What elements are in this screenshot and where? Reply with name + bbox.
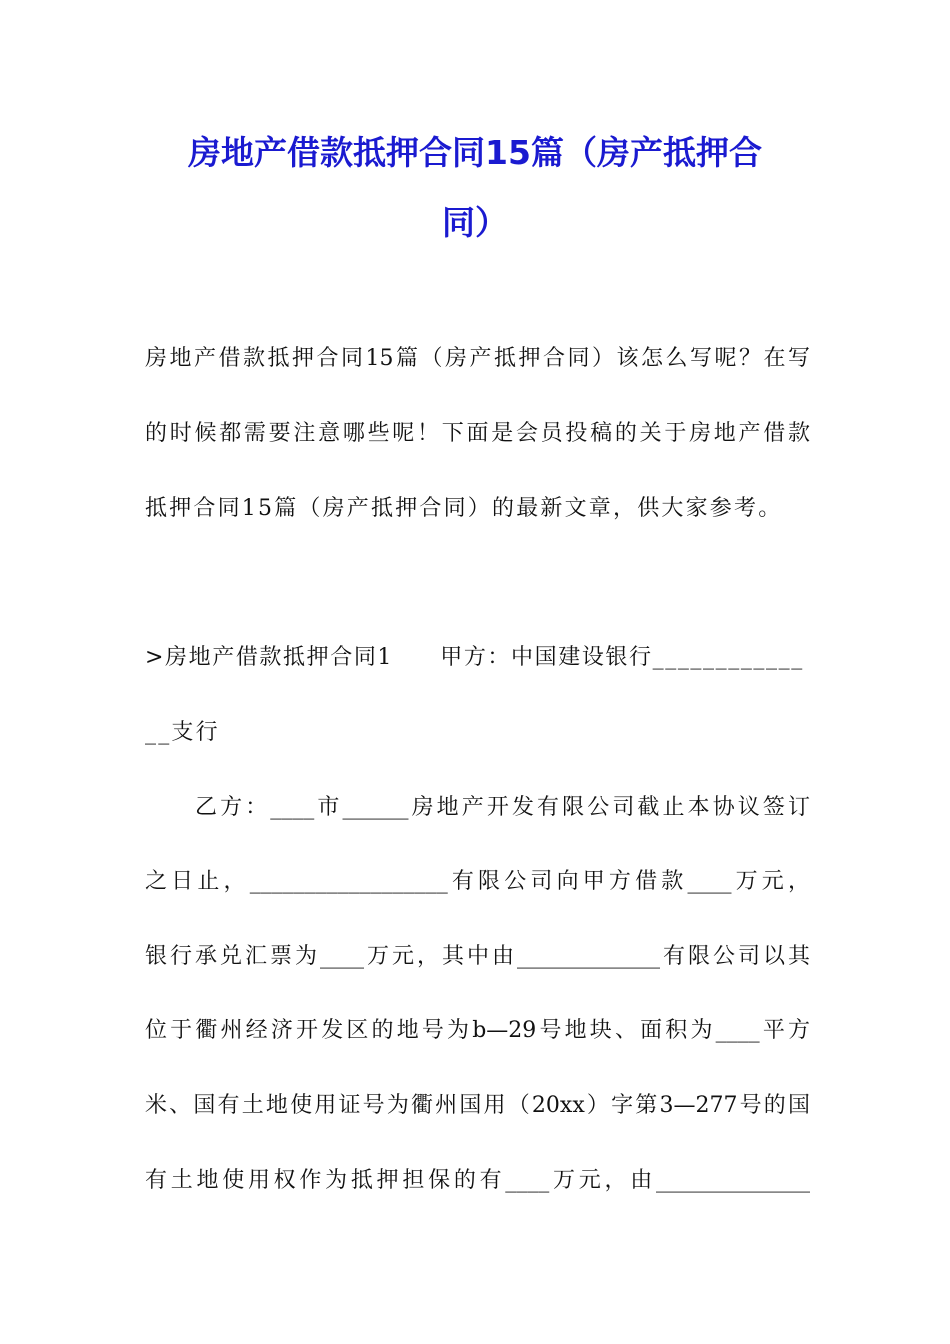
intro-line-1: 房地产借款抵押合同15篇（房产抵押合同）该怎么写呢？在写 — [145, 346, 810, 371]
body-line-8: 有土地使用权作为抵押担保的有____万元，由______________ — [145, 1168, 810, 1193]
body-line-1: >房地产借款抵押合同1 甲方：中国建设银行____________ — [145, 645, 804, 670]
body-line-2: __支行 — [145, 720, 220, 745]
document-title-line-1: 房地产借款抵押合同15篇（房产抵押合 — [188, 133, 762, 172]
body-line-5: 银行承兑汇票为____万元，其中由_____________有限公司以其 — [145, 944, 810, 969]
body-line-3: 乙方：____市______房地产开发有限公司截止本协议签订 — [195, 795, 810, 820]
document-title-line-2: 同） — [442, 203, 508, 242]
body-line-7: 米、国有土地使用证号为衢州国用（20xx）字第3—277号的国 — [145, 1093, 810, 1118]
body-line-4: 之日止，__________________有限公司向甲方借款____万元， — [145, 869, 810, 894]
intro-line-2: 的时候都需要注意哪些呢！下面是会员投稿的关于房地产借款 — [145, 421, 810, 446]
intro-line-3: 抵押合同15篇（房产抵押合同）的最新文章，供大家参考。 — [145, 496, 783, 521]
body-line-6: 位于衢州经济开发区的地号为b—29号地块、面积为____平方 — [145, 1018, 810, 1043]
